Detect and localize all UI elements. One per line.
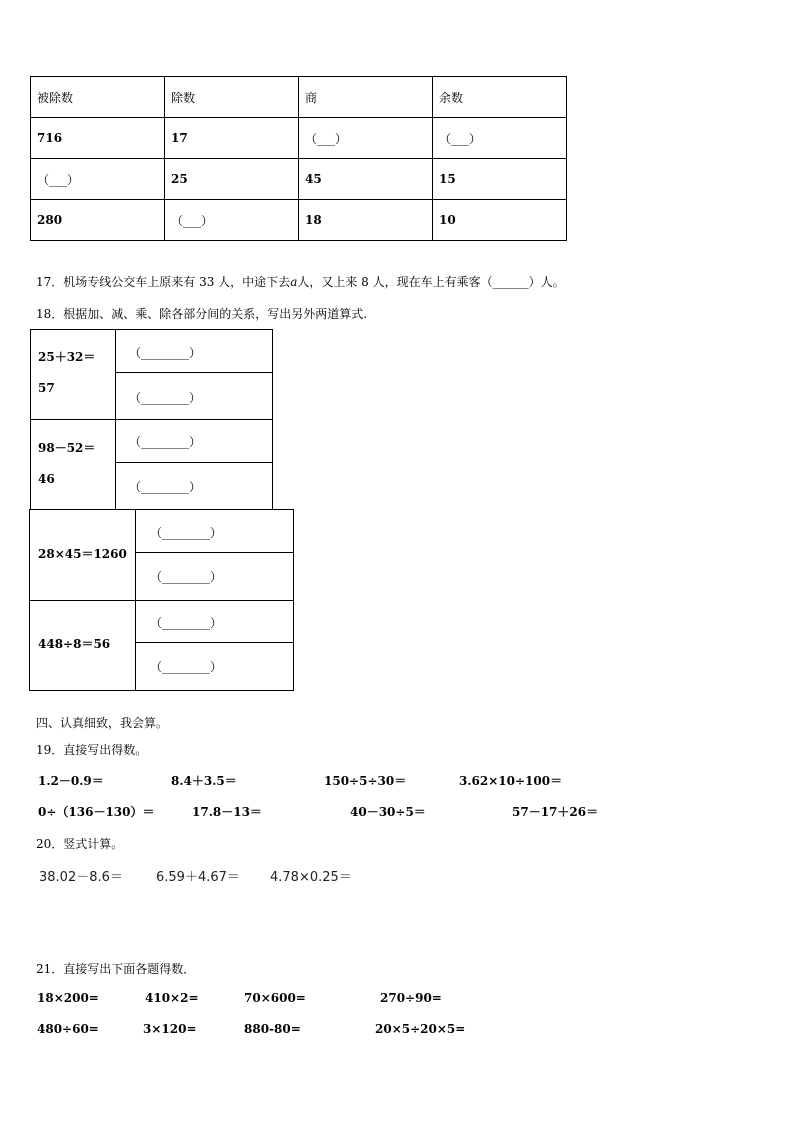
calc-item: 3.62×10÷100＝ — [459, 774, 563, 788]
answer-blank[interactable]: （________） — [150, 526, 223, 540]
calc-item: 480÷60= — [37, 1022, 99, 1036]
table-cell: 10 — [433, 200, 567, 241]
calc-item: 150÷5÷30＝ — [324, 774, 407, 788]
calc-item: 1.2－0.9＝ — [38, 774, 104, 788]
section-title: 四、认真细致，我会算。 — [36, 716, 169, 730]
answer-blank[interactable]: （___） — [299, 118, 433, 159]
variable-a: a — [290, 275, 298, 289]
vertical-calc-item: 38.02－8.6＝ — [39, 870, 123, 885]
table-cell: 716 — [31, 118, 165, 159]
calc-item: 270÷90= — [380, 991, 442, 1005]
calc-item: 0÷（136－130）＝ — [38, 805, 155, 819]
question-21-title: 21．直接写出下面各题得数． — [36, 962, 196, 976]
equation-line: 98－52＝ — [38, 441, 96, 455]
calc-item: 70×600= — [244, 991, 306, 1005]
question-18-title: 18．根据加、减、乘、除各部分间的关系，写出另外两道算式. — [36, 307, 368, 321]
question-19-title: 19．直接写出得数。 — [36, 743, 148, 757]
equation-line: 448÷8＝56 — [38, 637, 111, 651]
calc-item: 3×120= — [143, 1022, 197, 1036]
table-cell: 18 — [299, 200, 433, 241]
table-row — [31, 159, 567, 200]
calc-item: 410×2= — [145, 991, 199, 1005]
equation-line: 25＋32＝ — [38, 350, 96, 364]
answer-blank[interactable]: （________） — [129, 391, 202, 405]
calc-item: 8.4＋3.5＝ — [171, 774, 237, 788]
division-table — [30, 76, 567, 241]
equation-group-4 — [29, 600, 294, 691]
header-dividend: 被除数 — [31, 77, 165, 118]
calc-item: 17.8－13＝ — [192, 805, 262, 819]
question-17 — [36, 273, 565, 290]
vertical-calc-item: 4.78×0.25＝ — [270, 870, 352, 885]
calc-item: 40－30÷5＝ — [350, 805, 426, 819]
question-text: 机场专线公交车上原来有 33 人，中途下去 — [63, 275, 291, 289]
answer-blank[interactable]: （________） — [129, 435, 202, 449]
table-row — [31, 200, 567, 241]
table-cell: 17 — [165, 118, 299, 159]
table-row — [31, 118, 567, 159]
answer-blank[interactable]: （________） — [150, 660, 223, 674]
equation-group-2 — [30, 419, 273, 510]
answer-blank[interactable]: （___） — [165, 200, 299, 241]
equation-line: 57 — [38, 381, 55, 395]
equation-line: 46 — [38, 472, 55, 486]
header-quotient: 商 — [299, 77, 433, 118]
table-cell: 280 — [31, 200, 165, 241]
equation-group-1 — [30, 329, 273, 420]
equation-group-3 — [29, 509, 294, 601]
answer-blank[interactable]: （________） — [129, 346, 202, 360]
question-number: 17． — [36, 275, 64, 289]
calc-item: 57－17＋26＝ — [512, 805, 599, 819]
answer-blank[interactable]: （________） — [150, 570, 223, 584]
calc-item: 18×200= — [37, 991, 99, 1005]
question-text: 人，又上来 8 人，现在车上有乘客（______）人。 — [297, 275, 565, 289]
header-divisor: 除数 — [165, 77, 299, 118]
header-remainder: 余数 — [433, 77, 567, 118]
vertical-calc-item: 6.59＋4.67＝ — [156, 870, 240, 885]
equation-line: 28×45＝1260 — [38, 547, 127, 561]
table-cell: 25 — [165, 159, 299, 200]
table-cell: 15 — [433, 159, 567, 200]
answer-blank[interactable]: （________） — [129, 480, 202, 494]
calc-item: 880-80= — [244, 1022, 301, 1036]
answer-blank[interactable]: （___） — [433, 118, 567, 159]
answer-blank[interactable]: （___） — [31, 159, 165, 200]
table-header-row — [31, 77, 567, 118]
calc-item: 20×5÷20×5= — [375, 1022, 466, 1036]
question-20-title: 20．竖式计算。 — [36, 837, 124, 851]
answer-blank[interactable]: （________） — [150, 616, 223, 630]
table-cell: 45 — [299, 159, 433, 200]
